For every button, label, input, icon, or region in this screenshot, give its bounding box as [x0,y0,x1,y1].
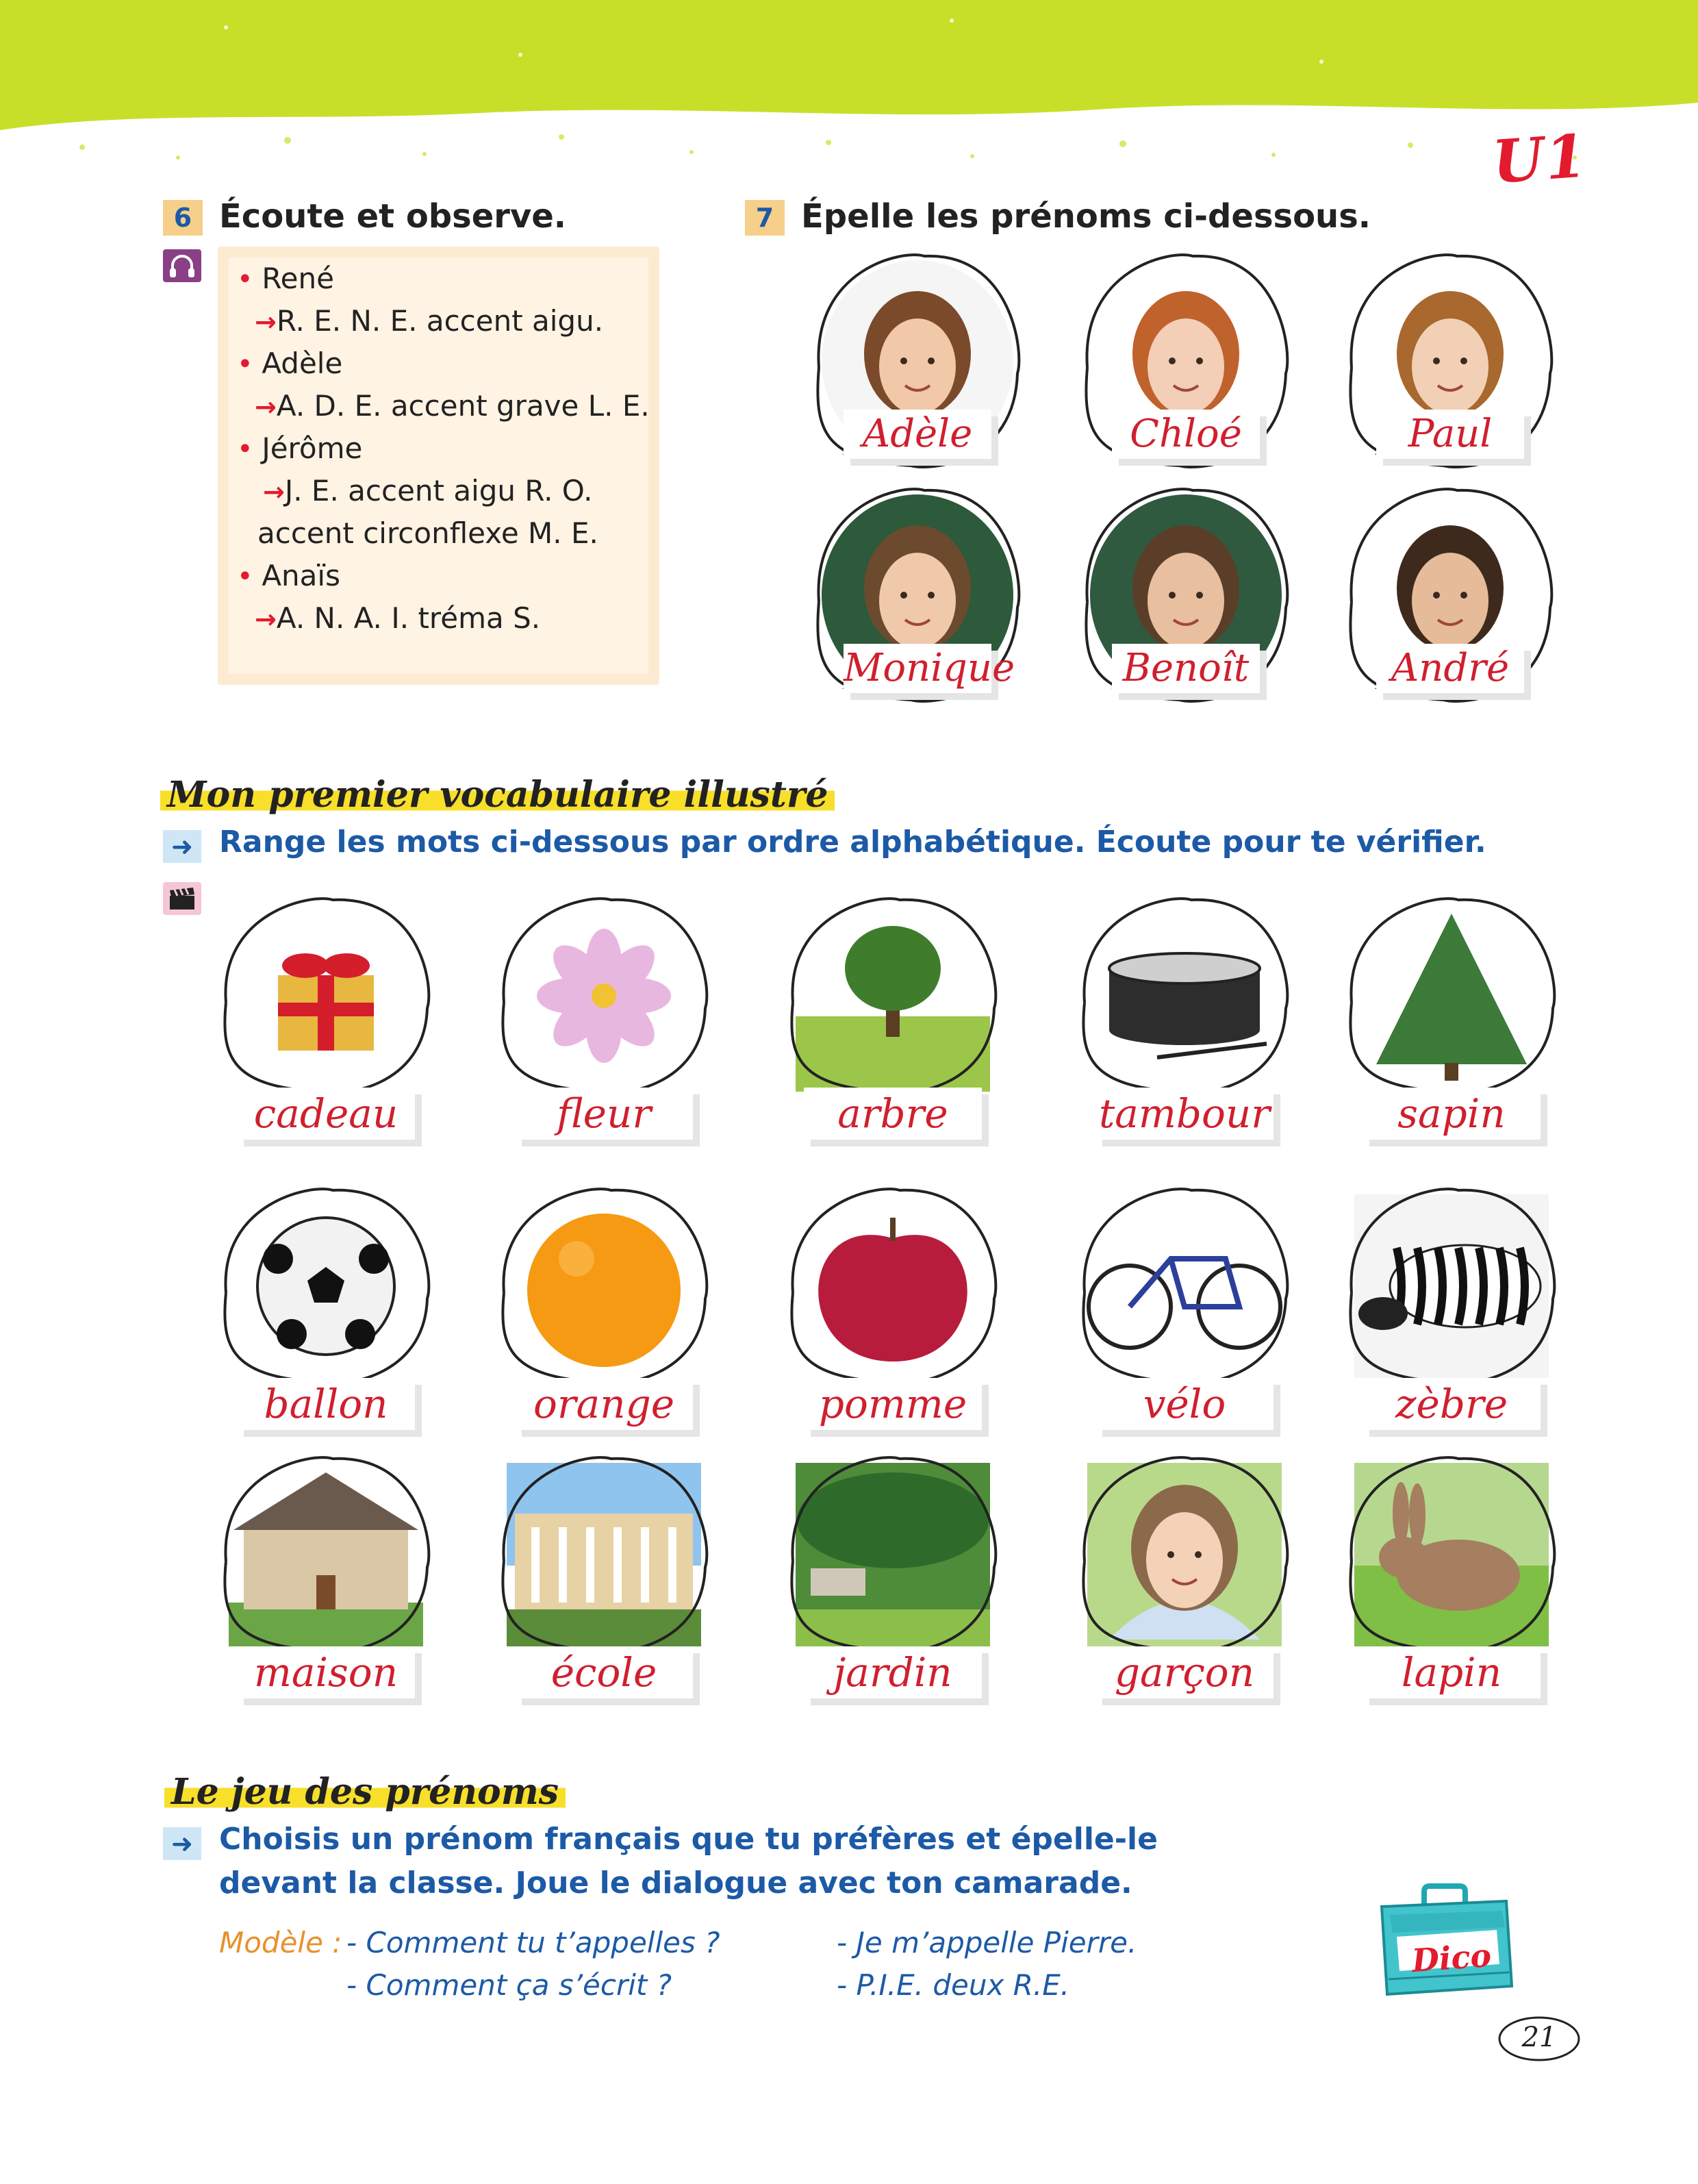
portrait-card [1343,484,1557,707]
video-clapper-icon[interactable] [163,882,201,915]
exercise-7-number: 7 [745,200,785,236]
ex6-item-anais: • Anaïs [237,559,340,592]
portrait-name-label: Adèle [844,410,991,459]
vocab-card [785,893,1001,1174]
ex6-spelling-rene: →R. E. N. E. accent aigu. [255,304,604,338]
portrait-card [1343,249,1557,473]
vocab-word-label: pomme [804,1378,982,1430]
vocab-card [1076,1452,1293,1733]
game-instruction-line-2: devant la classe. Joue le dialogue avec ton camarade. [219,1866,1132,1900]
dialog-question-2: - Comment ça s’écrit ? [346,1968,672,2002]
header-band [0,0,1698,164]
dialog-answer-1: - Je m’appelle Pierre. [837,1926,1137,1959]
page-number-badge [1497,2015,1582,2063]
vocab-card [785,1183,1001,1464]
ex6-spelling-jerome-2: accent circonflexe M. E. [257,516,598,550]
portrait-name-label: André [1376,644,1524,693]
portrait-card [1079,484,1293,707]
page-number: 21 [1521,2022,1557,2053]
vocab-word-label: vélo [1095,1378,1274,1430]
dico-suitcase[interactable] [1369,1877,1520,2007]
game-arrow-icon: ➜ [163,1827,201,1860]
vocab-card [1076,893,1293,1174]
dico-label: Dico [1410,1937,1493,1979]
vocab-card [1076,1183,1293,1464]
portrait-card [811,249,1024,473]
vocab-card [496,1183,712,1464]
vocab-card [1343,893,1560,1174]
game-instruction-line-1: Choisis un prénom français que tu préfères et épelle-le [219,1822,1158,1857]
dialog-answer-2: - P.I.E. deux R.E. [837,1968,1070,2002]
vocab-card [218,1452,434,1733]
game-section-title: Le jeu des prénoms [164,1771,566,1813]
vocab-card [785,1452,1001,1733]
vocab-word-label: ballon [237,1378,415,1430]
ex6-item-jerome: • Jérôme [237,431,363,465]
vocab-word-label: sapin [1363,1088,1541,1140]
vocab-word-label: école [515,1646,693,1698]
exercise-6-number: 6 [163,200,203,236]
ex6-item-adele: • Adèle [237,347,343,380]
ex6-spelling-jerome-1: →J. E. accent aigu R. O. [263,474,593,507]
exercise-7-title: Épelle les prénoms ci-dessous. [801,197,1371,236]
vocab-word-label: arbre [804,1088,982,1140]
headphones-icon[interactable] [163,249,201,282]
portrait-name-label: Benoît [1112,644,1260,693]
dialog-question-1: - Comment tu t’appelles ? [346,1926,720,1959]
portrait-name-label: Monique [844,644,991,693]
vocab-word-label: orange [515,1378,693,1430]
ex6-spelling-adele: →A. D. E. accent grave L. E. [255,389,650,423]
ex6-spelling-anais: →A. N. A. I. tréma S. [255,601,541,635]
dialog-model-label: Modèle : [219,1926,342,1959]
vocab-word-label: jardin [804,1646,982,1698]
portrait-name-label: Paul [1376,410,1524,459]
vocab-card [218,1183,434,1464]
vocab-arrow-icon: ➜ [163,830,201,863]
vocab-card [218,893,434,1174]
vocab-word-label: zèbre [1363,1378,1541,1430]
vocab-word-label: maison [237,1646,415,1698]
portrait-name-label: Chloé [1112,410,1260,459]
vocab-word-label: garçon [1095,1646,1274,1698]
exercise-6-title: Écoute et observe. [219,197,567,236]
vocab-card [1343,1183,1560,1464]
portrait-card [1079,249,1293,473]
vocab-word-label: cadeau [237,1088,415,1140]
vocab-word-label: fleur [515,1088,693,1140]
vocab-word-label: tambour [1095,1088,1274,1140]
vocab-card [496,893,712,1174]
portrait-card [811,484,1024,707]
vocab-section-title: Mon premier vocabulaire illustré [160,774,835,816]
vocab-word-label: lapin [1363,1646,1541,1698]
vocab-instruction: Range les mots ci-dessous par ordre alphabétique. Écoute pour te vérifier. [219,825,1486,859]
vocab-card [1343,1452,1560,1733]
vocab-card [496,1452,712,1733]
ex6-item-rene: • René [237,262,334,295]
unit-label: U1 [1490,121,1591,197]
